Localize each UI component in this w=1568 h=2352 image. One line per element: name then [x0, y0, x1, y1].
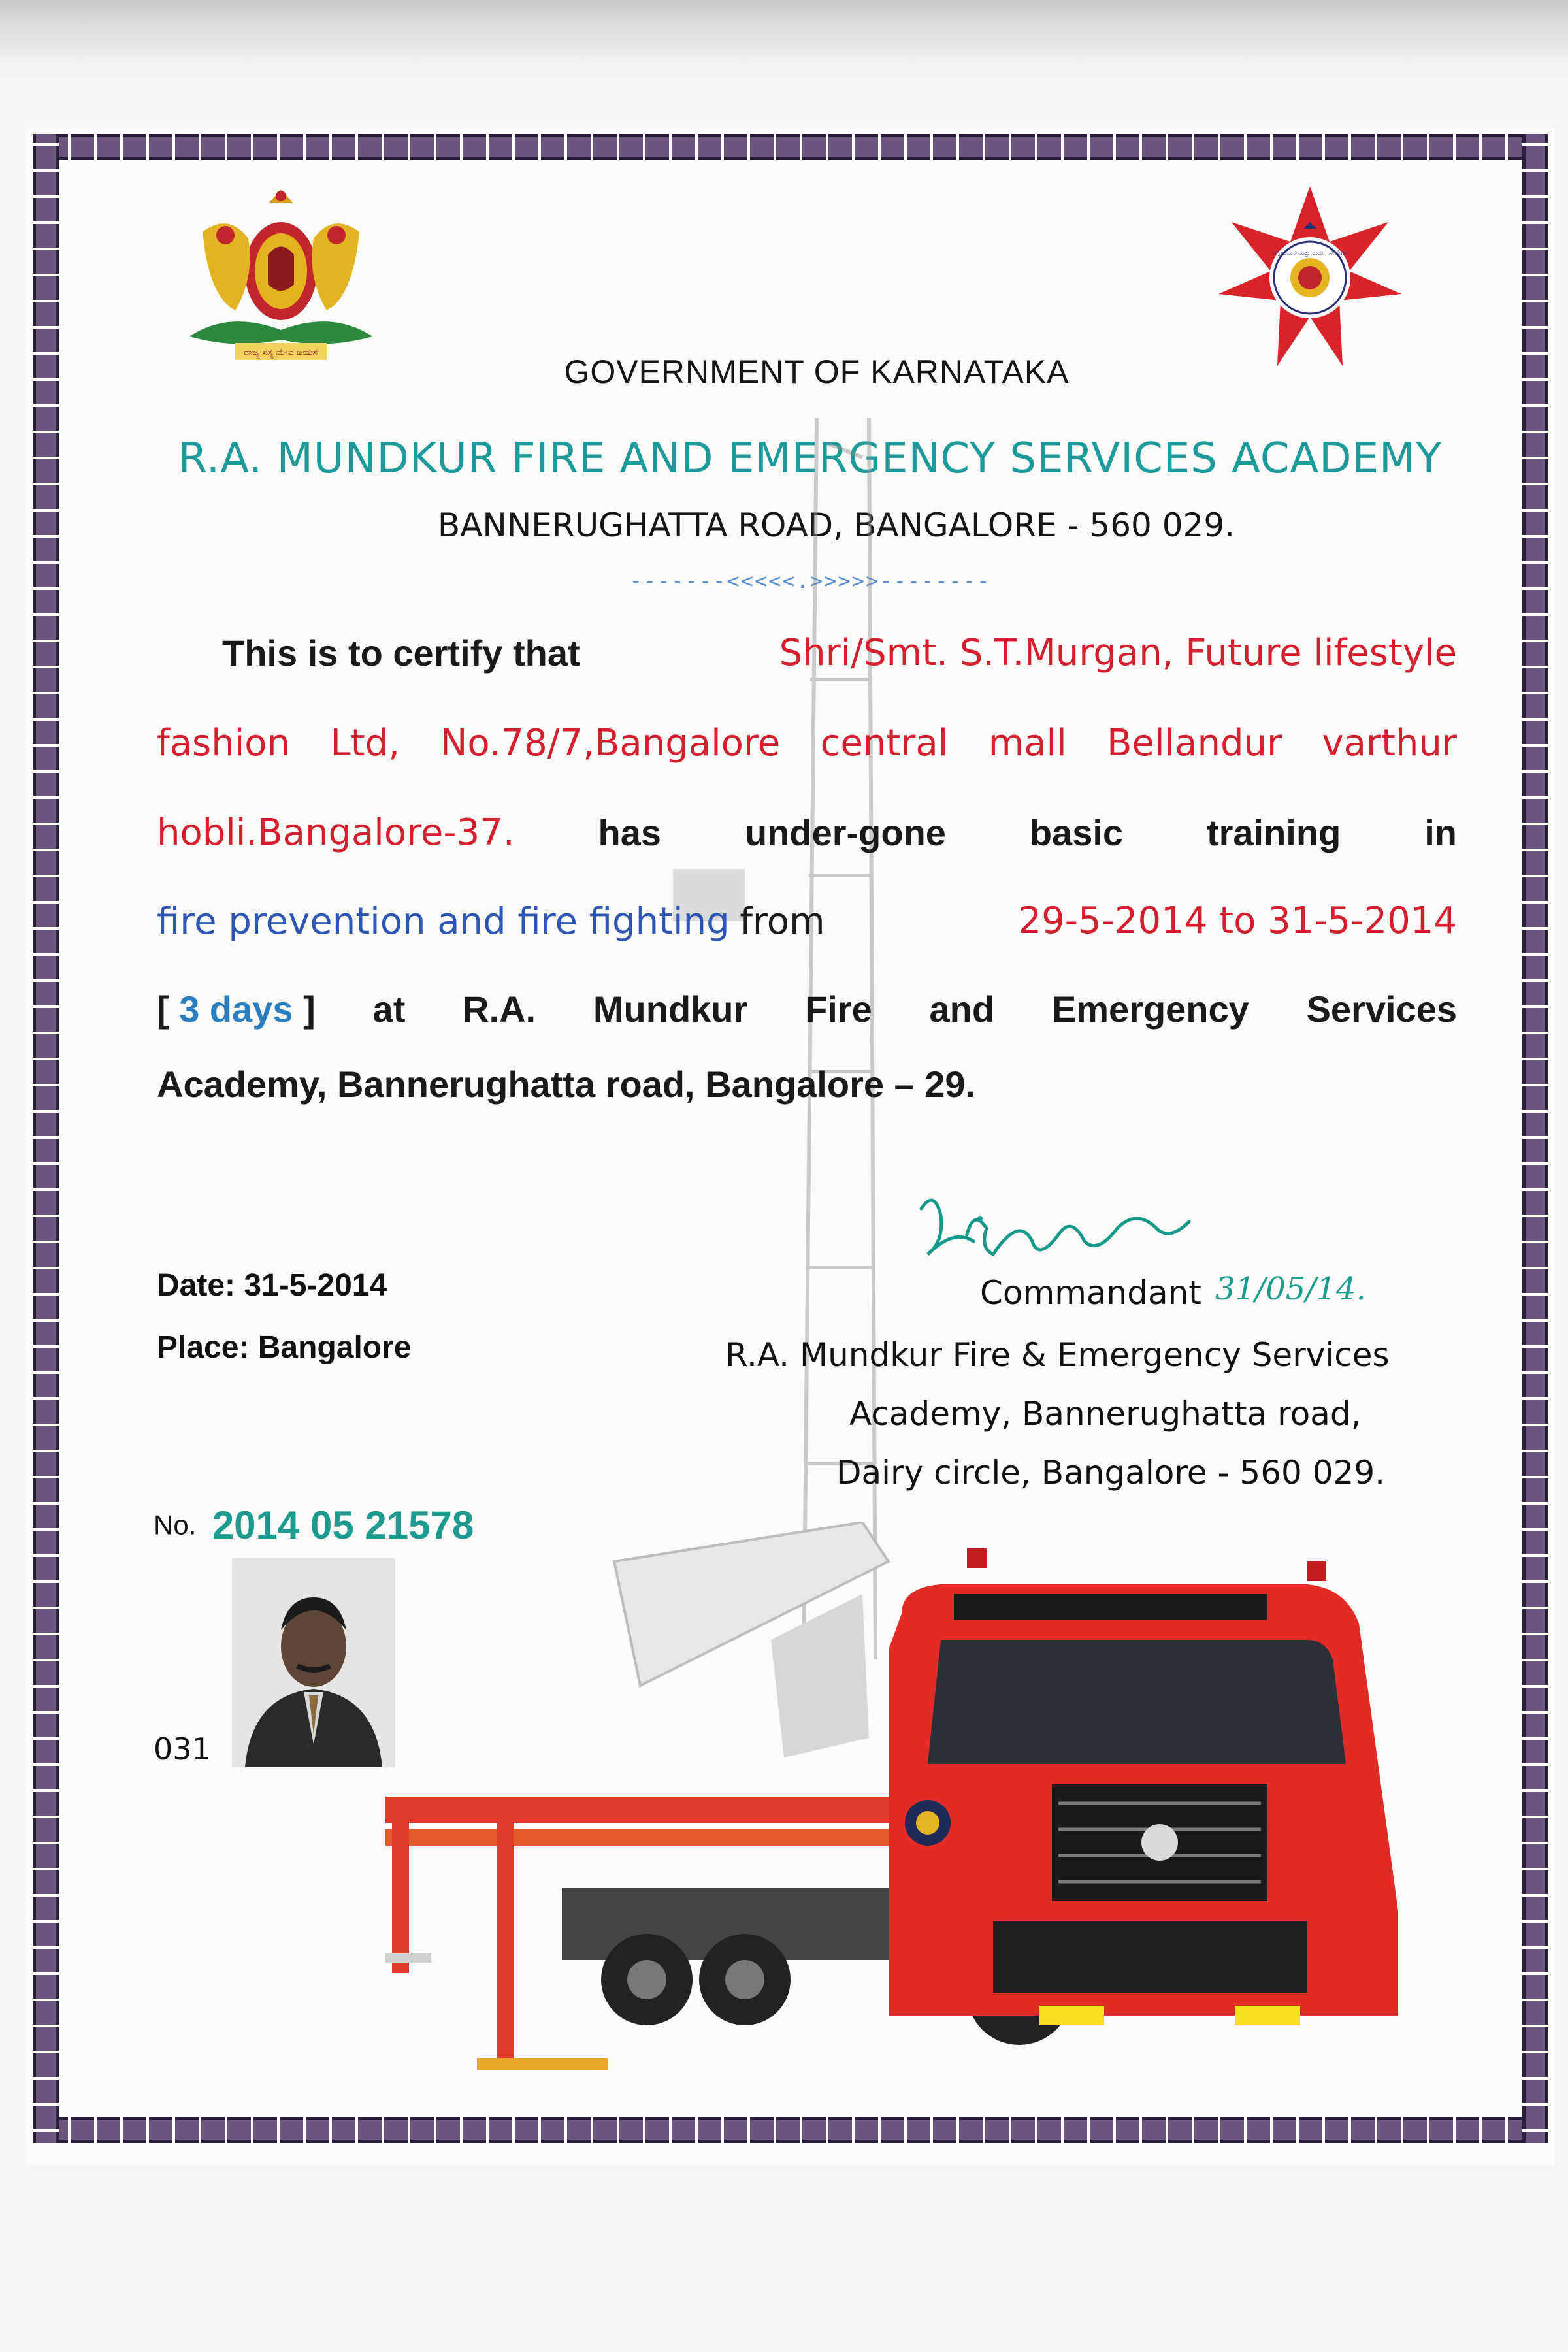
training-duration: 3 days	[179, 988, 293, 1030]
cert-word: Mundkur	[593, 988, 748, 1030]
recipient-name: Shri/Smt. S.T.Murgan, Future lifestyle	[779, 632, 1457, 674]
government-heading: GOVERNMENT OF KARNATAKA	[564, 353, 1070, 390]
svg-text:ಅಗ್ನಿಶಾಮಕ ಮತ್ತು ತುರ್ತು ಸೇವೆಗಳು: ಅಗ್ನಿಶಾಮಕ ಮತ್ತು ತುರ್ತು ಸೇವೆಗಳು	[1271, 250, 1348, 257]
cert-line-3	[157, 787, 1457, 879]
signatory-address-line3: Dairy circle, Bangalore - 560 029.	[836, 1454, 1386, 1492]
cert-word: at	[372, 988, 406, 1030]
decorative-border-top	[33, 134, 1548, 160]
signatory-title: Commandant	[980, 1274, 1201, 1312]
cert-word: from	[740, 900, 825, 943]
bracket-open: [	[157, 988, 169, 1030]
fire-services-badge-icon	[1215, 183, 1405, 372]
serial-number: 031	[154, 1731, 211, 1767]
cert-line-2	[157, 698, 1457, 789]
recipient-city: hobli.Bangalore-37.	[157, 811, 515, 854]
recipient-address-word: Bellandur	[1107, 722, 1282, 764]
signature-date: 31/05/14.	[1215, 1271, 1366, 1307]
recipient-address-word: varthur	[1322, 722, 1457, 764]
issue-date: Date: 31-5-2014	[157, 1268, 387, 1303]
training-dates: 29-5-2014 to 31-5-2014	[1018, 900, 1457, 942]
decorative-border-bottom	[33, 2117, 1548, 2143]
commandant-signature	[915, 1183, 1215, 1274]
decorative-border-left	[33, 134, 59, 2143]
certificate-number-value: 2014 05 21578	[212, 1503, 474, 1547]
scan-edge	[0, 0, 1568, 78]
recipient-address-word: No.78/7,Bangalore	[440, 722, 781, 764]
cert-word: in	[1424, 812, 1457, 853]
course-name: fire prevention and fire fighting	[157, 900, 730, 943]
cert-word: Services	[1306, 988, 1457, 1030]
recipient-address-word: mall	[988, 722, 1067, 764]
cert-word: Fire	[805, 988, 872, 1030]
signatory-address-line2: Academy, Bannerughatta road,	[849, 1395, 1362, 1433]
recipient-address-word: fashion	[157, 722, 291, 764]
decorative-divider: -------<<<<<.>>>>>--------	[629, 568, 991, 593]
cert-word: training	[1206, 812, 1341, 853]
karnataka-emblem-icon	[163, 173, 399, 376]
cert-word: R.A.	[463, 988, 536, 1030]
svg-text:ರಾಜ್ಯ ಸತ್ಯ ಮೇವ ಜಯತೆ: ರಾಜ್ಯ ಸತ್ಯ ಮೇವ ಜಯತೆ	[244, 348, 318, 358]
academy-title: R.A. MUNDKUR FIRE AND EMERGENCY SERVICES ACADEMY	[178, 434, 1443, 483]
bracket-close: ]	[303, 988, 316, 1030]
recipient-address-word: Ltd,	[330, 722, 400, 764]
fire-truck-graphic	[366, 1522, 1542, 2110]
cert-word: basic	[1029, 812, 1124, 853]
certify-intro: This is to certify that	[222, 632, 580, 674]
cert-line-6: Academy, Bannerughatta road, Bangalore – 29.	[157, 1064, 976, 1105]
cert-word: under-gone	[744, 812, 946, 853]
certificate-number-label: No.	[154, 1509, 197, 1541]
issue-place: Place: Bangalore	[157, 1330, 412, 1365]
cert-line-4	[157, 875, 1457, 968]
cert-word: has	[598, 812, 662, 853]
academy-address: BANNERUGHATTA ROAD, BANGALORE - 560 029.	[437, 506, 1235, 544]
cert-word: and	[929, 988, 995, 1030]
cert-word: Emergency	[1051, 988, 1249, 1030]
signatory-address-line1: R.A. Mundkur Fire & Emergency Services	[725, 1336, 1390, 1374]
recipient-address-word: central	[820, 722, 949, 764]
